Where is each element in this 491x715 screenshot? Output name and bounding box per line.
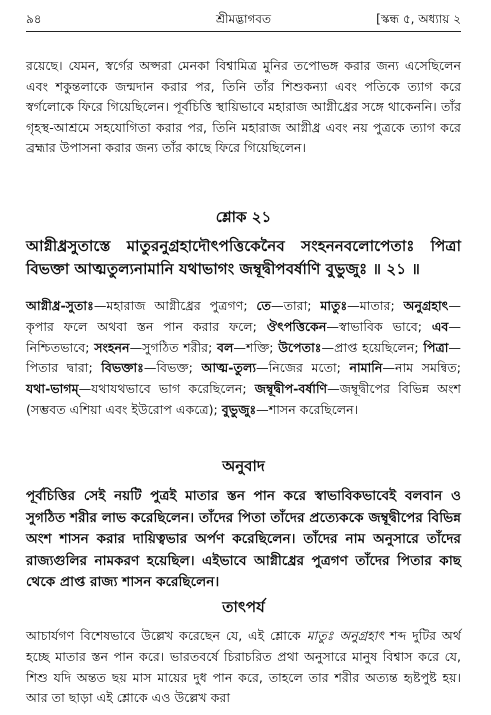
synonym-meaning: তারা; (283, 298, 321, 313)
synonym-meaning: প্রাপ্ত হয়েছিলেন; (334, 339, 424, 355)
purport-part-2: শব্দ দুটির অর্থ হচ্ছে মাতার স্তন পান করে। ভারতবর্ষে চিরাচরিত প্রথা অনুসারে মানুষ বিশ্বাস করে যে, শিশু যদি অন্তত ছয় মাস মায়ের দুধ পান করে, তাহলে তার শরীর অত্যন্ত হৃষ্টপুষ্ট হয়। আর তা ছাড়া এই শ্লোকে এও উল্লেখ করা (26, 628, 461, 706)
synonym-term: পিত্রা (423, 339, 449, 355)
synonym-term: তে (256, 298, 271, 313)
synonym-term: আত্ম-তুল্য (201, 360, 256, 376)
synonym-meaning: সুগঠিত শরীর; (142, 339, 218, 355)
synonym-term: মাতুঃ (320, 298, 348, 313)
synonym-entry: আগ্নীধ্র-সুতাঃ—মহারাজ আগ্নীধ্রের পুত্রগণ; (26, 298, 257, 313)
synonym-entry: জম্বূদ্বীপ-বর্ষাণি—জম্বূদ্বীপের বিভিন্ন অংশ (সম্ভবত এশিয়া এবং ইউরোপ একত্রে); (26, 381, 461, 417)
synonym-meaning: নিশ্চিতভাবে; (26, 339, 95, 355)
verse-text: আগ্নীধ্রসুতাস্তে মাতুরনুগ্রহাদৌৎপত্তিকেনৈব সংহননবলোপেতাঃ পিত্রা বিভক্তা আত্মতুল্যনামানি যথাভাগং জম্বূদ্বীপবর্ষাণি বুভুজুঃ ॥ ২১ ॥ (26, 237, 461, 278)
translation-text: পূর্বচিত্তির সেই নয়টি পুত্রই মাতার স্তন পান করে স্বাভাবিকভাবেই বলবান ও সুগঠিত শরীর লাভ করেছিলেন। তাঁদের পিতা তাঁদের প্রত্যেককে জম্বূদ্বীপের বিভিন্ন অংশ শাসন করার দায়িত্বভার অর্পণ করেছিলেন। তাঁদের নাম অনুসারে তাঁদের রাজ্যগুলির নামকরণ হয়েছিল। এইভাবে আগ্নীধ্রের পুত্রগণ তাঁদের পিতার কাছ থেকে প্রাপ্ত রাজ্য শাসন করেছিলেন। (26, 488, 461, 590)
synonym-entry: এব—নিশ্চিতভাবে; (26, 318, 461, 355)
translation-heading: অনুবাদ (222, 457, 265, 475)
synonym-entry: সংহনন—সুগঠিত শরীর; (94, 339, 218, 355)
synonym-meaning: কৃপার ফলে অথবা স্তন পান করার ফলে; (26, 318, 267, 334)
synonym-entry: যথা-ভাগম্—যথাযথভাবে ভাগ করেছিলেন; (26, 381, 255, 397)
synonym-term: অনুগ্রহাৎ (403, 298, 449, 313)
synonym-entry: বিভক্তাঃ—বিভক্ত; (101, 360, 202, 376)
synonym-meaning: শাসন করেছিলেন। (268, 401, 359, 417)
book-title: শ্রীমদ্ভাগবত (215, 12, 271, 26)
synonym-entry: পিত্রা—পিতার দ্বারা; (26, 339, 461, 376)
synonym-term: বিভক্তাঃ (101, 360, 144, 376)
synonym-term: বল (217, 339, 234, 355)
purport-text (26, 626, 461, 709)
intro-paragraph: রয়েছে। যেমন, স্বর্গের অপ্সরা মেনকা বিশ্বামিত্র মুনির তপোভঙ্গ করার জন্য এসেছিলেন এবং শকুন্তলাকে জন্মদান করার পর, তিনি তাঁর শিশুকন্যা এবং পতিকে ত্যাগ করে স্বর্গলোকে ফিরে গিয়েছিলেন। পূর্বচিত্তি স্থায়িভাবে মহারাজ আগ্নীধ্রের সঙ্গে থাকেননি। তাঁর গৃহস্থ-আশ্রমে সহযোগিতা করার পর, তিনি মহারাজ আগ্নীধ্র এবং নয় পুত্রকে ত্যাগ করে ব্রহ্মার উপাসনা করার জন্য তাঁর কাছে ফিরে গিয়েছিলেন। (26, 58, 461, 156)
synonym-term: সংহনন (94, 339, 130, 355)
synonym-meaning: নাম সমন্বিত; (394, 360, 461, 376)
synonym-term: বুভুজুঃ (221, 401, 257, 417)
synonym-entry: আত্ম-তুল্য—নিজের মতো; (201, 360, 350, 376)
synonym-entry: উপেতাঃ—প্রাপ্ত হয়েছিলেন; (278, 339, 424, 355)
purport-part-1: আচার্যগণ বিশেষভাবে উল্লেখ করেছেন যে, এই শ্লোকে (26, 628, 307, 643)
synonym-entry: বল—শক্তি; (217, 339, 279, 355)
running-header (26, 8, 461, 30)
purport-heading: তাৎপর্য (222, 598, 265, 616)
verse-heading: শ্লোক ২১ (215, 208, 272, 226)
synonym-meaning: স্বাভাবিক ভাবে; (338, 318, 432, 334)
synonym-term: ঔৎপত্তিকেন (266, 318, 327, 334)
synonym-entry: ঔৎপত্তিকেন—স্বাভাবিক ভাবে; (266, 318, 432, 334)
header-rule (26, 31, 461, 32)
synonym-term: যথা-ভাগম্ (26, 381, 79, 397)
synonym-term: আগ্নীধ্র-সুতাঃ (26, 298, 94, 313)
synonym-term: জম্বূদ্বীপ-বর্ষাণি (254, 381, 328, 397)
synonym-meaning: মহারাজ আগ্নীধ্রের পুত্রগণ; (106, 298, 257, 313)
synonyms-paragraph (26, 296, 461, 421)
synonym-meaning: শক্তি; (246, 339, 279, 355)
synonym-entry: নামানি—নাম সমন্বিত; (349, 360, 461, 376)
page-number: ৯৪ (26, 12, 42, 26)
synonym-term: উপেতাঃ (278, 339, 322, 355)
chapter-reference: [স্কন্ধ ৫, অধ্যায় ২ (376, 12, 461, 26)
synonym-meaning: মাতার; (359, 298, 404, 313)
synonym-meaning: বিভক্ত; (156, 360, 202, 376)
synonym-entry: তে—তারা; (256, 298, 321, 313)
synonym-meaning: যথাযথভাবে ভাগ করেছিলেন; (91, 381, 255, 397)
synonym-entry: অনুগ্রহাৎ—কৃপার ফলে অথবা স্তন পান করার ফলে; (26, 298, 461, 334)
synonym-term: নামানি (349, 360, 383, 376)
synonym-meaning: জম্বূদ্বীপের বিভিন্ন অংশ (সম্ভবত এশিয়া এবং ইউরোপ একত্রে); (26, 381, 461, 417)
synonym-meaning: নিজের মতো; (268, 360, 350, 376)
synonym-entry: মাতুঃ—মাতার; (320, 298, 404, 313)
purport-sanskrit-term: মাতুঃ অনুগ্রহাৎ (306, 628, 385, 643)
synonym-entry: বুভুজুঃ—শাসন করেছিলেন। (221, 401, 359, 417)
synonym-term: এব (431, 318, 449, 334)
synonym-meaning: পিতার দ্বারা; (26, 360, 102, 376)
